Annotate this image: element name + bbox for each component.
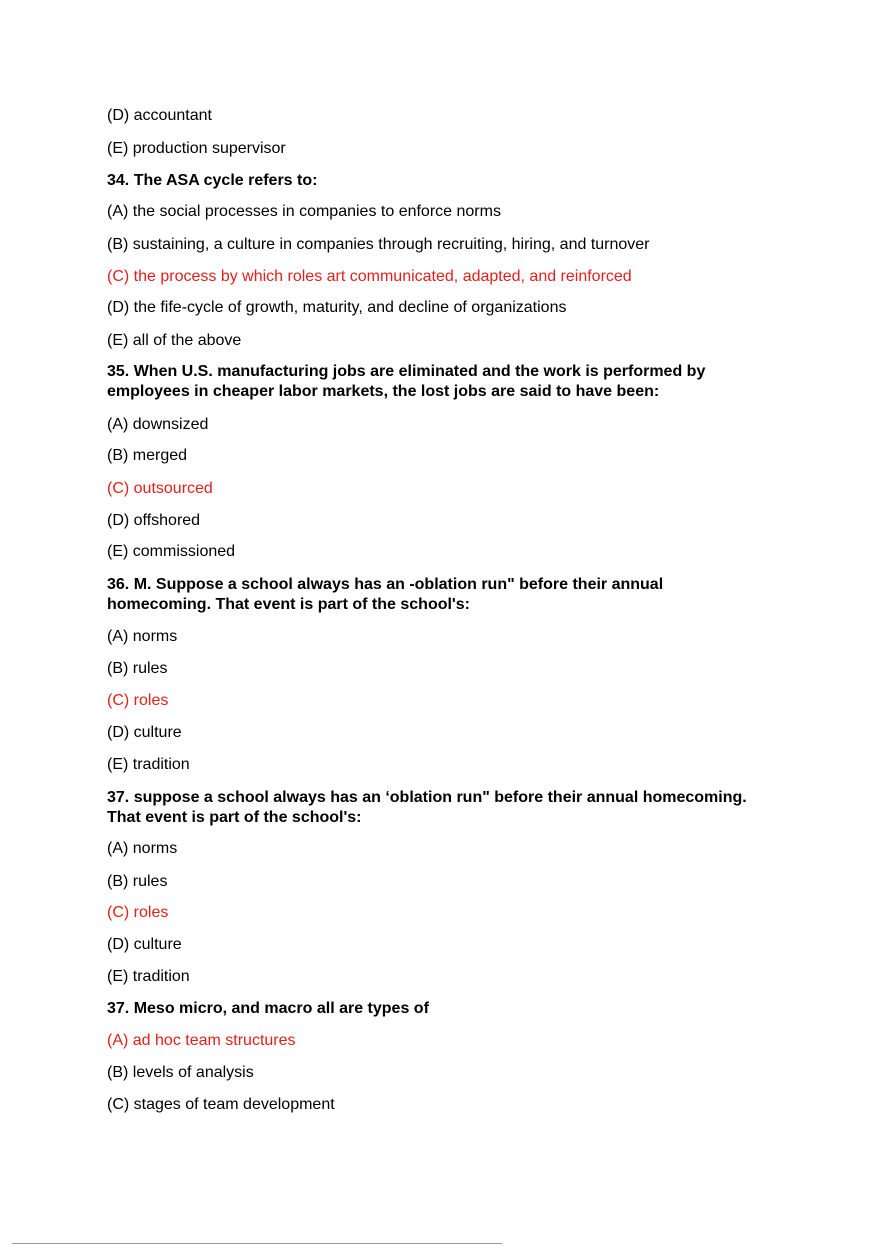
option-34-d: (D) the fife-cycle of growth, maturity, and decline of organizations (107, 299, 567, 316)
option-37-a: (A) norms (107, 840, 178, 857)
option-34-prev-d: (D) accountant (107, 107, 212, 124)
option-34-b: (B) sustaining, a culture in companies through recruiting, hiring, and turnover (107, 236, 650, 253)
option-35-d: (D) offshored (107, 512, 201, 529)
question-37-meso: 37. Meso micro, and macro all are types of (107, 1000, 429, 1017)
question-37: 37. suppose a school always has an ‘oblation run" before their annual homecoming. That event is part of the school's: (107, 789, 747, 826)
option-34-prev-e: (E) production supervisor (107, 140, 286, 157)
footer-divider (12, 1243, 502, 1244)
option-37-d: (D) culture (107, 936, 182, 953)
option-34-e: (E) all of the above (107, 332, 242, 349)
option-35-c-correct: (C) outsourced (107, 480, 213, 497)
option-34-a: (A) the social processes in companies to enforce norms (107, 203, 501, 220)
option-37m-c: (C) stages of team development (107, 1096, 335, 1113)
option-36-d: (D) culture (107, 724, 182, 741)
question-34: 34. The ASA cycle refers to: (107, 172, 318, 189)
question-36: 36. M. Suppose a school always has an -oblation run" before their annual homecoming. That event is part of the school's: (107, 576, 664, 613)
question-35: 35. When U.S. manufacturing jobs are eliminated and the work is performed by employees in cheaper labor markets, the lost jobs are said to have been: (107, 363, 706, 400)
option-35-e: (E) commissioned (107, 543, 236, 560)
option-36-b: (B) rules (107, 660, 168, 677)
option-37-c-correct: (C) roles (107, 904, 169, 921)
option-35-a: (A) downsized (107, 416, 209, 433)
option-37-b: (B) rules (107, 873, 168, 890)
option-36-c-correct: (C) roles (107, 692, 169, 709)
option-37m-b: (B) levels of analysis (107, 1064, 254, 1081)
option-36-a: (A) norms (107, 628, 178, 645)
option-36-e: (E) tradition (107, 756, 190, 773)
option-34-c-correct: (C) the process by which roles art communicated, adapted, and reinforced (107, 268, 632, 285)
option-35-b: (B) merged (107, 447, 188, 464)
option-37m-a-correct: (A) ad hoc team structures (107, 1032, 296, 1049)
option-37-e: (E) tradition (107, 968, 190, 985)
